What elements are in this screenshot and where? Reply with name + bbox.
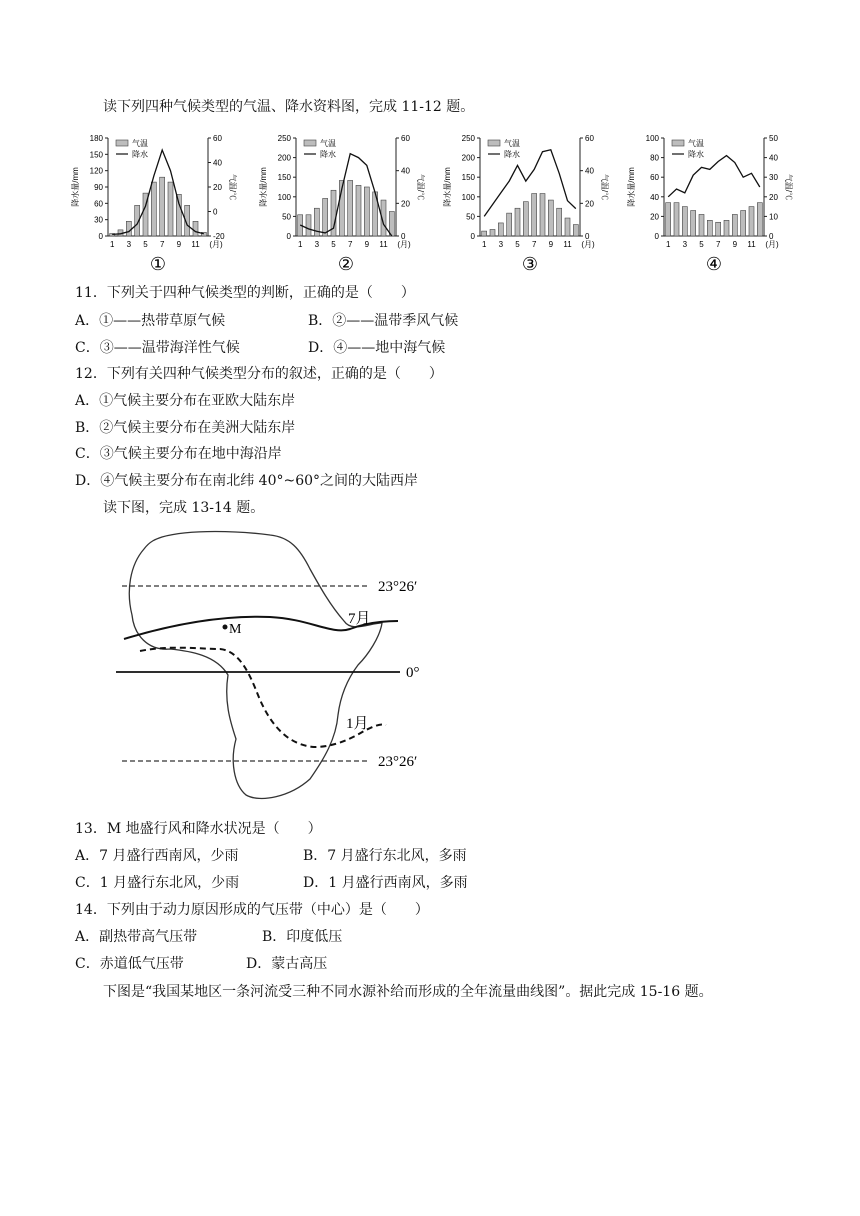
temperature-bar bbox=[389, 212, 394, 237]
x-tick-label: 1 bbox=[109, 240, 115, 249]
climate-chart-4 bbox=[624, 128, 794, 278]
x-tick-label: 11 bbox=[563, 240, 572, 249]
legend-temp-label: 气温 bbox=[132, 139, 148, 148]
legend-precip-label: 降水 bbox=[132, 150, 148, 159]
temp-tick-label: 0 bbox=[213, 207, 218, 217]
panel-number: ④ bbox=[705, 254, 723, 275]
q11-option-b: B．②——温带季风气候 bbox=[308, 313, 459, 329]
temp-tick-label: 10 bbox=[769, 212, 778, 222]
panel-number: ② bbox=[337, 254, 355, 275]
precip-tick-label: 60 bbox=[650, 173, 659, 183]
temperature-bar bbox=[498, 223, 503, 236]
temperature-bar bbox=[540, 194, 545, 236]
question-12: 12．下列有关四种气候类型分布的叙述，正确的是（ ） bbox=[75, 366, 443, 382]
temp-tick-label: 40 bbox=[213, 158, 222, 168]
x-tick-label: 9 bbox=[176, 240, 182, 249]
temp-axis-title: 气温/℃ bbox=[600, 173, 609, 201]
temp-tick-label: 0 bbox=[769, 232, 774, 241]
legend-temp-label: 气温 bbox=[688, 139, 704, 148]
q12-option-a: A．①气候主要分布在亚欧大陆东岸 bbox=[75, 393, 296, 409]
question-11: 11．下列关于四种气候类型的判断，正确的是（ ） bbox=[75, 285, 415, 301]
q13-option-a: A．7 月盛行西南风，少雨 bbox=[75, 848, 239, 864]
temp-tick-label: 40 bbox=[769, 153, 778, 163]
x-tick-label: 1 bbox=[297, 240, 303, 249]
temperature-bar bbox=[707, 220, 712, 236]
intro-11-12: 读下列四种气候类型的气温、降水资料图，完成 11-12 题。 bbox=[103, 99, 475, 115]
temperature-bar bbox=[356, 185, 361, 236]
precip-axis-title: 降水量/mm bbox=[627, 167, 636, 207]
temp-tick-label: 60 bbox=[585, 134, 594, 143]
north-tropic-label: 23°26′ bbox=[378, 579, 418, 595]
x-tick-label: 5 bbox=[699, 240, 704, 249]
climate-chart-3 bbox=[440, 128, 610, 278]
legend-precip-label: 降水 bbox=[688, 150, 704, 159]
legend-precip-label: 降水 bbox=[504, 150, 520, 159]
q13-option-d: D．1 月盛行西南风，多雨 bbox=[303, 875, 468, 891]
precip-tick-label: 120 bbox=[89, 166, 103, 176]
temp-tick-label: 50 bbox=[769, 134, 778, 143]
temperature-bar bbox=[348, 180, 353, 236]
legend-temp-swatch bbox=[488, 140, 500, 146]
precip-tick-label: 50 bbox=[282, 212, 291, 222]
legend-temp-swatch bbox=[304, 140, 316, 146]
chart-svg bbox=[624, 128, 794, 278]
precip-tick-label: 40 bbox=[650, 192, 659, 202]
temp-tick-label: 60 bbox=[213, 134, 222, 143]
precip-tick-label: 0 bbox=[98, 232, 103, 241]
q14-option-a: A．副热带高气压带 bbox=[75, 929, 198, 945]
q12-option-c: C．③气候主要分布在地中海沿岸 bbox=[75, 446, 282, 462]
q14-option-d: D．蒙古高压 bbox=[246, 956, 328, 972]
precipitation-line bbox=[300, 154, 392, 236]
temperature-bar bbox=[573, 225, 578, 236]
temperature-bar bbox=[699, 214, 704, 236]
precip-tick-label: 60 bbox=[94, 199, 103, 209]
temperature-bar bbox=[691, 211, 696, 236]
x-tick-label: 5 bbox=[331, 240, 336, 249]
climate-chart-1 bbox=[68, 128, 238, 278]
precip-axis-title: 降水量/mm bbox=[259, 167, 268, 207]
precip-tick-label: 80 bbox=[650, 153, 659, 163]
temperature-bar bbox=[732, 214, 737, 236]
point-m-marker bbox=[223, 625, 228, 630]
temperature-bar bbox=[741, 211, 746, 236]
x-tick-label: 3 bbox=[498, 240, 504, 249]
temperature-bar bbox=[674, 203, 679, 236]
temp-axis-title: 气温/℃ bbox=[416, 173, 425, 201]
africa-outline bbox=[129, 532, 382, 799]
climate-chart-2 bbox=[256, 128, 426, 278]
temperature-bar bbox=[507, 213, 512, 236]
temperature-bar bbox=[724, 220, 729, 236]
temperature-bar bbox=[749, 207, 754, 236]
q12-option-b: B．②气候主要分布在美洲大陆东岸 bbox=[75, 420, 296, 436]
precip-tick-label: 150 bbox=[461, 173, 475, 183]
x-tick-label: 3 bbox=[314, 240, 320, 249]
july-label: 7月 bbox=[348, 611, 371, 627]
q14-option-c: C．赤道低气压带 bbox=[75, 956, 184, 972]
precip-tick-label: 20 bbox=[650, 212, 659, 222]
precip-tick-label: 180 bbox=[89, 134, 103, 143]
precip-tick-label: 90 bbox=[94, 183, 103, 192]
january-itcz-line bbox=[140, 648, 386, 747]
x-tick-label: 11 bbox=[747, 240, 756, 249]
temperature-bar bbox=[565, 218, 570, 236]
precip-tick-label: 0 bbox=[470, 232, 475, 241]
temperature-bar bbox=[482, 231, 487, 236]
temperature-bar bbox=[160, 177, 165, 236]
temp-tick-label: 20 bbox=[585, 199, 594, 209]
temp-tick-label: 20 bbox=[769, 192, 778, 202]
january-label: 1月 bbox=[346, 716, 369, 732]
climate-charts bbox=[68, 128, 793, 278]
precip-tick-label: 0 bbox=[286, 232, 291, 241]
legend-temp-label: 气温 bbox=[320, 139, 336, 148]
temp-tick-label: 0 bbox=[401, 232, 406, 241]
temperature-bar bbox=[523, 202, 528, 236]
x-tick-label: 7 bbox=[347, 240, 353, 249]
x-tick-label: 7 bbox=[715, 240, 721, 249]
temperature-bar bbox=[176, 194, 181, 236]
equator-label: 0° bbox=[406, 665, 420, 681]
temperature-bar bbox=[323, 198, 328, 236]
temp-tick-label: 20 bbox=[213, 183, 222, 192]
q13-option-b: B．7 月盛行东北风，多雨 bbox=[303, 848, 467, 864]
x-tick-label: 1 bbox=[665, 240, 671, 249]
temp-tick-label: 30 bbox=[769, 173, 778, 183]
temperature-bar bbox=[532, 194, 537, 236]
x-tick-label: 11 bbox=[191, 240, 200, 249]
x-tick-label: 3 bbox=[682, 240, 688, 249]
temp-tick-label: 0 bbox=[585, 232, 590, 241]
temperature-bar bbox=[306, 215, 311, 236]
precip-tick-label: 100 bbox=[277, 192, 291, 202]
x-tick-label: (月) bbox=[397, 240, 411, 249]
q11-option-a: A．①——热带草原气候 bbox=[75, 313, 226, 329]
precip-axis-title: 降水量/mm bbox=[443, 167, 452, 207]
legend-temp-label: 气温 bbox=[504, 139, 520, 148]
legend-temp-swatch bbox=[116, 140, 128, 146]
precip-tick-label: 150 bbox=[277, 173, 291, 183]
precipitation-line bbox=[668, 156, 760, 197]
question-13: 13．M 地盛行风和降水状况是（ ） bbox=[75, 821, 322, 837]
precip-tick-label: 50 bbox=[466, 212, 475, 222]
temperature-bar bbox=[126, 221, 131, 236]
intro-13-14: 读下图，完成 13-14 题。 bbox=[103, 500, 265, 516]
q11-option-d: D．④——地中海气候 bbox=[308, 340, 446, 356]
temp-tick-label: 60 bbox=[401, 134, 410, 143]
x-tick-label: 7 bbox=[531, 240, 537, 249]
x-tick-label: 1 bbox=[481, 240, 487, 249]
panel-number: ③ bbox=[521, 254, 539, 275]
precip-axis-title: 降水量/mm bbox=[71, 167, 80, 207]
south-tropic-label: 23°26′ bbox=[378, 754, 418, 770]
temperature-bar bbox=[515, 208, 520, 236]
x-tick-label: 9 bbox=[548, 240, 554, 249]
precip-tick-label: 100 bbox=[645, 134, 659, 143]
temperature-bar bbox=[557, 208, 562, 236]
legend-temp-swatch bbox=[672, 140, 684, 146]
chart-svg bbox=[440, 128, 610, 278]
precip-tick-label: 150 bbox=[89, 150, 103, 160]
temperature-bar bbox=[548, 200, 553, 236]
x-tick-label: (月) bbox=[765, 240, 779, 249]
x-tick-label: 7 bbox=[159, 240, 165, 249]
temperature-bar bbox=[666, 203, 671, 236]
temperature-bar bbox=[757, 203, 762, 236]
q11-option-c: C．③——温带海洋性气候 bbox=[75, 340, 240, 356]
x-tick-label: 9 bbox=[364, 240, 370, 249]
temp-tick-label: 40 bbox=[401, 166, 410, 176]
africa-map bbox=[110, 525, 450, 805]
temp-tick-label: 20 bbox=[401, 199, 410, 209]
temperature-bar bbox=[193, 221, 198, 236]
q13-option-c: C．1 月盛行东北风，少雨 bbox=[75, 875, 240, 891]
question-14: 14．下列由于动力原因形成的气压带（中心）是（ ） bbox=[75, 902, 429, 918]
panel-number: ① bbox=[149, 254, 167, 275]
q12-option-d: D．④气候主要分布在南北纬 40°~60°之间的大陆西岸 bbox=[75, 473, 419, 489]
temp-tick-label: 40 bbox=[585, 166, 594, 176]
x-tick-label: (月) bbox=[581, 240, 595, 249]
chart-svg bbox=[68, 128, 238, 278]
legend-precip-label: 降水 bbox=[320, 150, 336, 159]
precip-tick-label: 250 bbox=[277, 134, 291, 143]
precip-tick-label: 200 bbox=[277, 153, 291, 163]
x-tick-label: 5 bbox=[515, 240, 520, 249]
x-tick-label: 5 bbox=[143, 240, 148, 249]
precip-tick-label: 250 bbox=[461, 134, 475, 143]
temperature-bar bbox=[151, 182, 156, 236]
x-tick-label: 3 bbox=[126, 240, 132, 249]
x-tick-label: 11 bbox=[379, 240, 388, 249]
temp-axis-title: 气温/℃ bbox=[784, 173, 793, 201]
temperature-bar bbox=[716, 222, 721, 236]
precip-tick-label: 200 bbox=[461, 153, 475, 163]
temp-tick-label: -20 bbox=[213, 232, 225, 241]
intro-15-16: 下图是“我国某地区一条河流受三种不同水源补给而形成的全年流量曲线图”。据此完成 15-16 题。 bbox=[103, 984, 713, 1000]
temperature-bar bbox=[490, 229, 495, 236]
point-m-label: M bbox=[229, 622, 242, 637]
temp-axis-title: 气温/℃ bbox=[228, 173, 237, 201]
temperature-bar bbox=[364, 187, 369, 236]
temperature-bar bbox=[682, 207, 687, 236]
precip-tick-label: 100 bbox=[461, 192, 475, 202]
x-tick-label: 9 bbox=[732, 240, 738, 249]
precip-tick-label: 0 bbox=[654, 232, 659, 241]
temperature-bar bbox=[168, 182, 173, 236]
precipitation-line bbox=[484, 150, 576, 217]
x-tick-label: (月) bbox=[209, 240, 223, 249]
precip-tick-label: 30 bbox=[94, 215, 103, 225]
precipitation-line bbox=[112, 150, 204, 234]
q14-option-b: B．印度低压 bbox=[262, 929, 343, 945]
chart-svg bbox=[256, 128, 426, 278]
